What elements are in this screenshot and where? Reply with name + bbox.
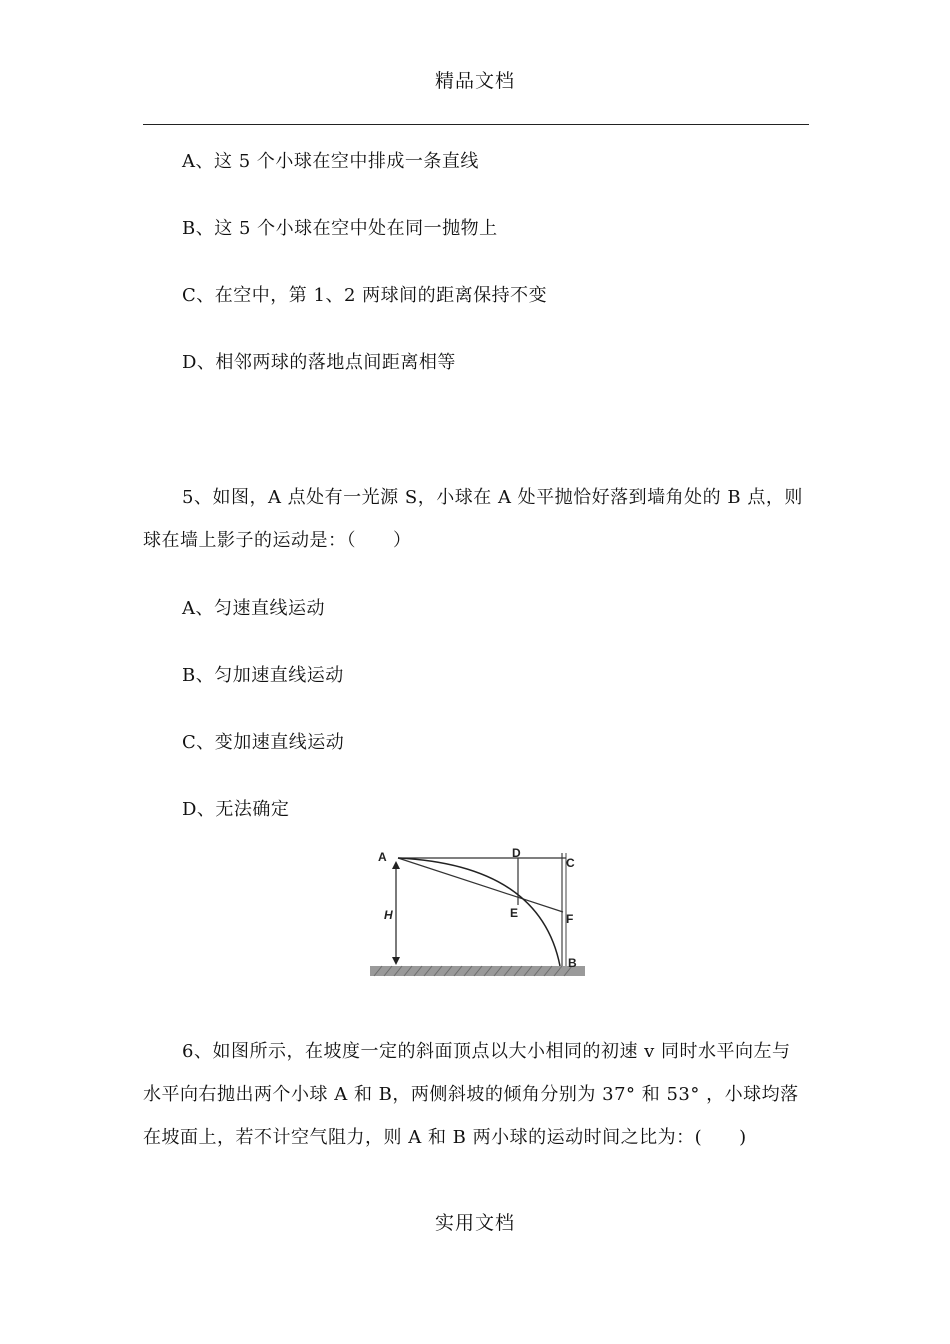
label-d: D: [512, 846, 521, 860]
label-h: H: [384, 908, 393, 922]
shadow-ray: [398, 858, 563, 912]
page-header: 精品文档: [434, 70, 515, 92]
height-arrow-up: [392, 861, 400, 869]
label-e: E: [510, 906, 519, 920]
page-footer: 实用文档: [434, 1212, 515, 1234]
q5-option-d: D、无法确定: [182, 799, 290, 820]
q5-option-c: C、变加速直线运动: [182, 732, 345, 753]
q6-line2: 水平向右抛出两个小球 A 和 B，两侧斜坡的倾角分别为 37° 和 53° ，小球均落: [143, 1084, 799, 1105]
q5-stem-line2: 球在墙上影子的运动是：（ ）: [143, 530, 412, 551]
height-arrow-down: [392, 957, 400, 965]
label-c: C: [566, 856, 575, 870]
trajectory-curve: [398, 858, 560, 966]
q4-option-c: C、在空中，第 1、2 两球间的距离保持不变: [182, 285, 548, 306]
q4-option-a: A、这 5 个小球在空中排成一条直线: [182, 151, 479, 172]
q6-line1: 6、如图所示，在坡度一定的斜面顶点以大小相同的初速 v 同时水平向左与: [182, 1041, 791, 1062]
q4-option-d: D、相邻两球的落地点间距离相等: [182, 352, 456, 373]
q4-option-b: B、这 5 个小球在空中处在同一抛物上: [182, 218, 498, 239]
label-a: A: [378, 850, 387, 864]
q5-option-a: A、匀速直线运动: [182, 598, 325, 619]
q5-stem-line1: 5、如图，A 点处有一光源 S，小球在 A 处平抛恰好落到墙角处的 B 点，则: [182, 487, 803, 508]
q5-option-b: B、匀加速直线运动: [182, 665, 344, 686]
header-divider: [143, 124, 809, 125]
q5-figure: [370, 845, 590, 985]
label-f: F: [566, 912, 574, 926]
q6-line3: 在坡面上，若不计空气阻力，则 A 和 B 两小球的运动时间之比为：( ): [143, 1127, 747, 1148]
label-b: B: [568, 956, 577, 970]
